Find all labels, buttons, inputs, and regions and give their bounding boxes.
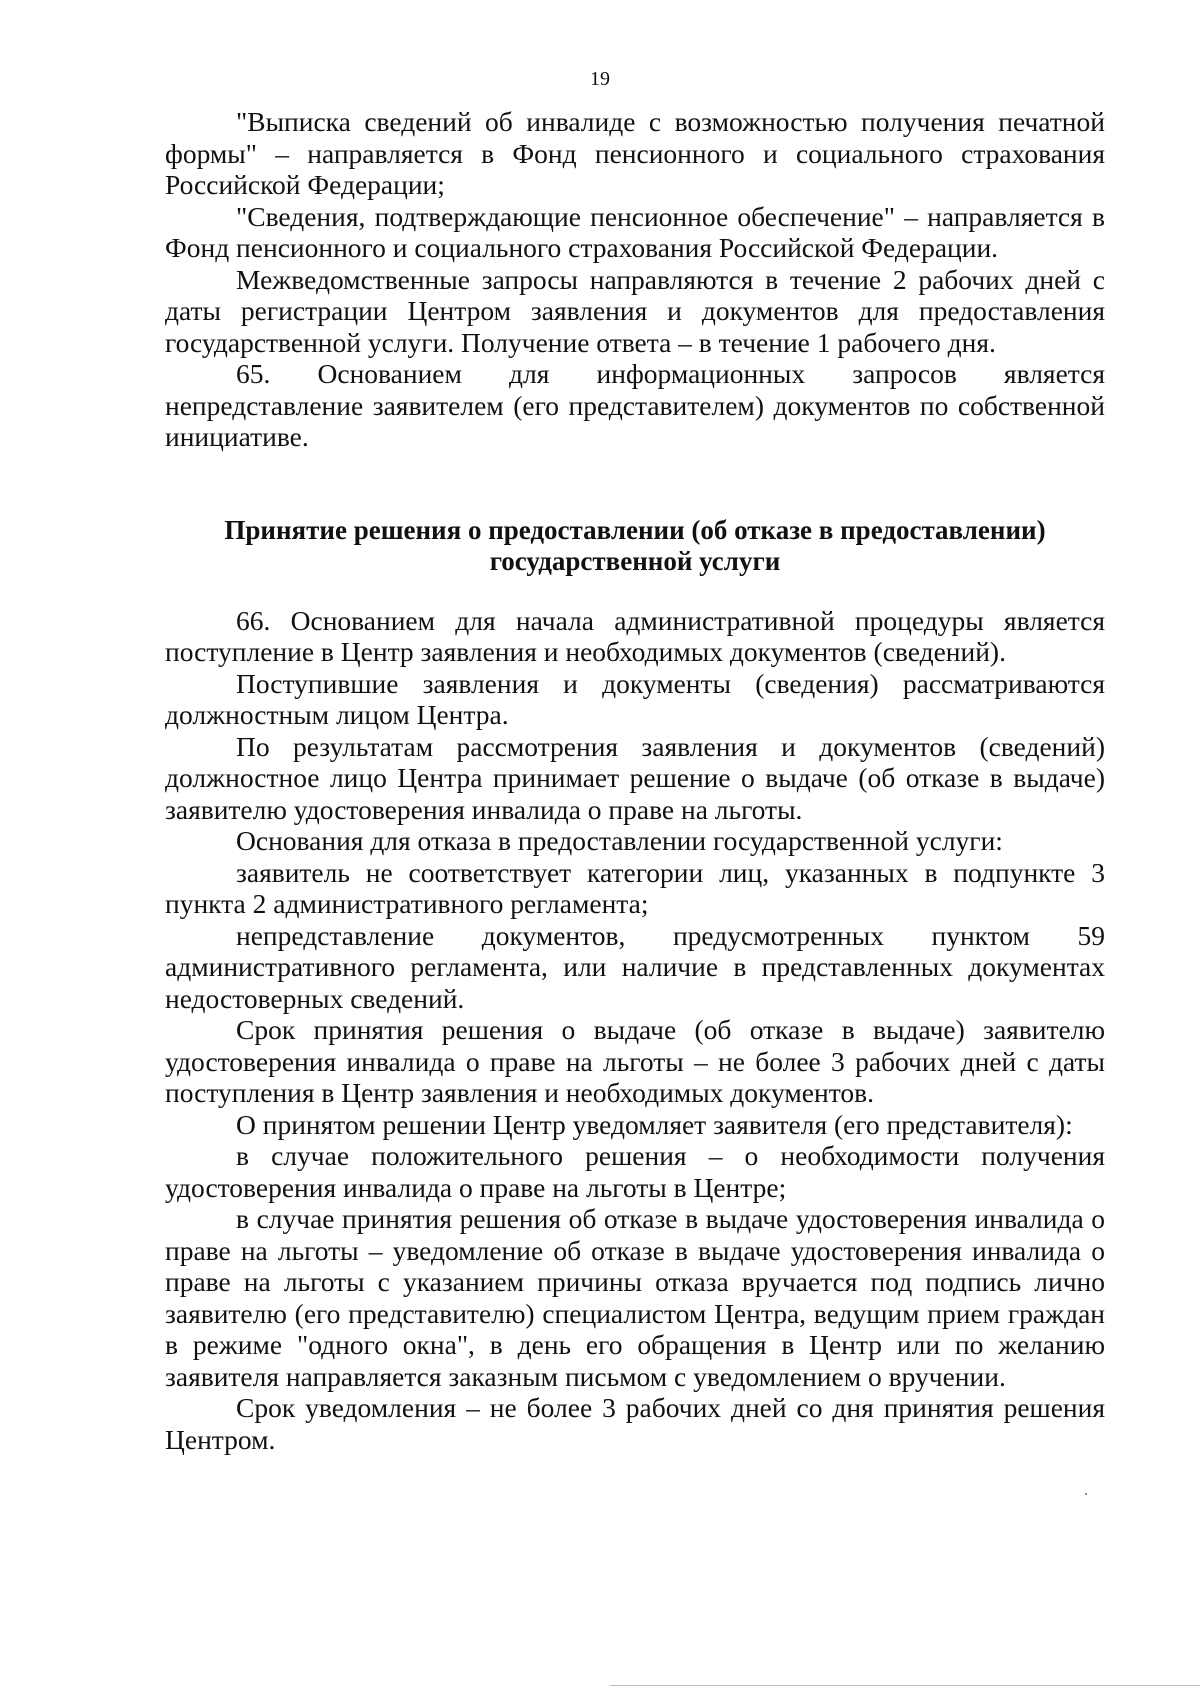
paragraph: Основания для отказа в предоставлении государственной услуги: <box>236 825 1003 856</box>
list-item: заявитель не соответствует категории лиц, указанных в подпункте 3 пункта 2 административного регламента; <box>165 856 1105 919</box>
section-heading-line-1: Принятие решения о предоставлении (об отказе в предоставлении) <box>224 514 1046 545</box>
paragraph: "Сведения, подтверждающие пенсионное обеспечение" – направляется в Фонд пенсионного и социального страхования Российской Федерации. <box>165 200 1105 263</box>
document-body <box>165 106 1105 1455</box>
section-heading <box>165 515 1105 577</box>
section-heading-line-2: государственной услуги <box>489 545 781 576</box>
paragraph: По результатам рассмотрения заявления и документов (сведений) должностное лицо Центра принимает решение о выдаче (об отказе в выдаче) заявителю удостоверения инвалида о праве на льготы. <box>165 730 1105 825</box>
paragraph: Межведомственные запросы направляются в течение 2 рабочих дней с даты регистрации Центром заявления и документов для предоставления государственной услуги. Получение ответа – в течение 1 рабочего дня. <box>165 263 1105 358</box>
paragraph: Срок уведомления – не более 3 рабочих дней со дня принятия решения Центром. <box>165 1392 1105 1455</box>
page-number: 19 <box>590 68 610 90</box>
list-item: непредставление документов, предусмотренных пунктом 59 административного регламента, или наличие в представленных документах недостоверных сведений. <box>165 919 1105 1014</box>
list-item: в случае положительного решения – о необходимости получения удостоверения инвалида о праве на льготы в Центре; <box>165 1140 1105 1203</box>
paragraph-65: 65. Основанием для информационных запросов является непредставление заявителем (его представителем) документов по собственной инициативе. <box>165 358 1105 452</box>
list-item: в случае принятия решения об отказе в выдаче удостоверения инвалида о праве на льготы – уведомление об отказе в выдаче удостоверения инвалида о праве на льготы с указанием причины отказа вручается под подпись лично заявителю (его представителю) специалистом Центра, ведущим прием граждан в режиме "одного окна", в день его обращения в Центр или по желанию заявителя направляется заказным письмом с уведомлением о вручении. <box>165 1203 1105 1392</box>
paragraph: О принятом решении Центр уведомляет заявителя (его представителя): <box>236 1108 1073 1140</box>
paragraph: "Выписка сведений об инвалиде с возможностью получения печатной формы" – направляется в Фонд пенсионного и социального страхования Российской Федерации; <box>165 106 1105 200</box>
scan-speck <box>1085 1493 1087 1495</box>
scan-edge-line <box>610 1685 1200 1686</box>
paragraph: Срок принятия решения о выдаче (об отказе в выдаче) заявителю удостоверения инвалида о праве на льготы – не более 3 рабочих дней с даты поступления в Центр заявления и необходимых документов. <box>165 1014 1105 1108</box>
paragraph-66: 66. Основанием для начала административной процедуры является поступление в Центр заявления и необходимых документов (сведений). <box>165 604 1105 667</box>
paragraph: Поступившие заявления и документы (сведения) рассматриваются должностным лицом Центра. <box>165 667 1105 730</box>
